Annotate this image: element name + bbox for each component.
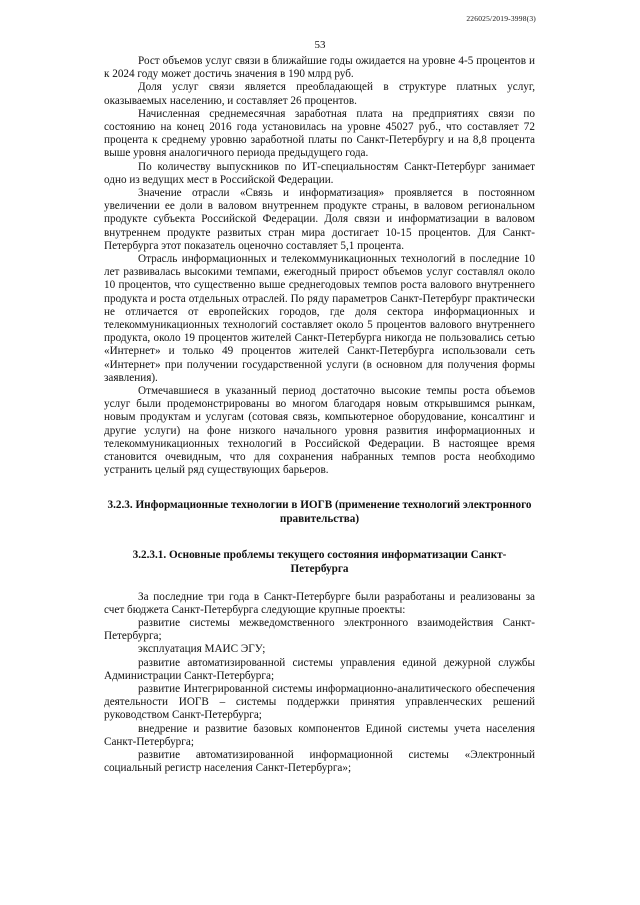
list-item: внедрение и развитие базовых компонентов Единой системы учета населения Санкт-Петербурга; [104, 722, 535, 748]
paragraph: Доля услуг связи является преобладающей в структуре платных услуг, оказываемых населению, и составляет 26 процентов. [104, 81, 535, 107]
paragraph: По количеству выпускников по ИТ-специальностям Санкт-Петербург занимает одно из ведущих мест в Российской Федерации. [104, 160, 535, 186]
document-body [104, 55, 535, 775]
subsection-heading: 3.2.3.1. Основные проблемы текущего состояния информатизации Санкт-Петербурга [132, 548, 507, 575]
paragraph: Рост объемов услуг связи в ближайшие годы ожидается на уровне 4-5 процентов и к 2024 году может достичь значения в 190 млрд руб. [104, 55, 535, 81]
document-id: 226025/2019-3998(3) [466, 14, 536, 23]
paragraph: Значение отрасли «Связь и информатизация» проявляется в постоянном увеличении ее доли в валовом внутреннем продукте страны, в валовом региональном продукте субъекта Российской Федерации. Доля связи и информатизации в валовом внутреннем продукте развитых стран мира достигает 10-15 процентов. Для Санкт-Петербурга этот показатель оценочно составляет 5,1 процента. [104, 187, 535, 252]
paragraph: За последние три года в Санкт-Петербурге были разработаны и реализованы за счет бюджета Санкт-Петербурга следующие крупные проекты: [104, 590, 535, 616]
page-number: 53 [314, 39, 326, 51]
list-item: развитие автоматизированной системы управления единой дежурной службы Администрации Санкт-Петербурга; [104, 656, 535, 682]
paragraph: Отмечавшиеся в указанный период достаточно высокие темпы роста объемов услуг были продемонстрированы во многом благодаря новым открывшимся рынкам, новым продуктам и услугам (сотовая связь, компьютерное оборудование, консалтинг и другие услуги) на фоне низкого начального уровня развития информационных и телекоммуникационных технологий в Российской Федерации. В настоящее время становится очевидным, что для сохранения набранных темпов роста необходимо устранить целый ряд существующих барьеров. [104, 385, 535, 477]
list-item: развитие Интегрированной системы информационно-аналитического обеспечения деятельности ИОГВ – системы поддержки принятия управленческих решений руководством Санкт-Петербурга; [104, 682, 535, 722]
spacer [104, 576, 535, 591]
paragraph: Начисленная среднемесячная заработная плата на предприятиях связи по состоянию на конец 2016 года установилась на уровне 45027 руб., что составляет 72 процента к среднему уровню заработной платы по Санкт-Петербургу и на 8,8 процента выше уровня аналогичного периода предыдущего года. [104, 107, 535, 160]
list-item: развитие автоматизированной информационной системы «Электронный социальный регистр населения Санкт-Петербурга»; [104, 748, 535, 775]
paragraph: Отрасль информационных и телекоммуникационных технологий в последние 10 лет развивалась высокими темпами, ежегодный прирост объемов услуг составлял около 10 процентов, что существенно выше среднегодовых темпов роста валового внутреннего продукта и роста отдельных отраслей. По ряду параметров Санкт-Петербург практически не отличается от европейских городов, где доля сектора информационных и телекоммуникационных технологий составляет около 5 процентов валового внутреннего продукта, около 19 процентов жителей Санкт-Петербурга никогда не пользовались сетью «Интернет» и только 49 процентов жителей Санкт-Петербурга использовали сеть «Интернет» при получении государственной услуги (в основном для получения формы заявления). [104, 253, 535, 384]
list-item: эксплуатация МАИС ЭГУ; [138, 643, 266, 656]
list-item: развитие системы межведомственного электронного взаимодействия Санкт-Петербурга; [104, 616, 535, 643]
section-heading: 3.2.3. Информационные технологии в ИОГВ (применение технологий электронного правительства) [107, 498, 532, 525]
